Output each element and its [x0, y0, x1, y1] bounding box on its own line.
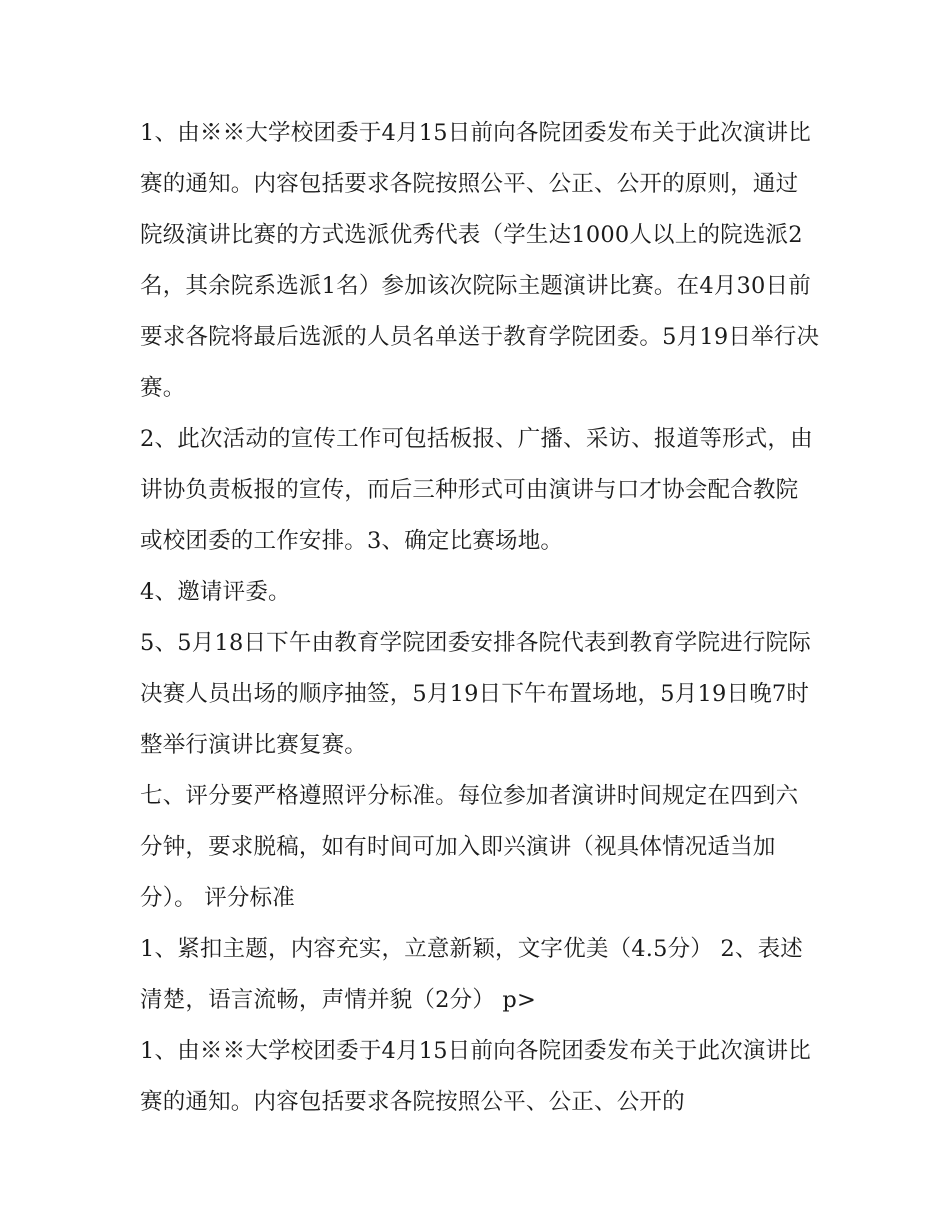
- document-body: [140, 108, 820, 1128]
- paragraph-4: 5、5月18日下午由教育学院团委安排各院代表到教育学院进行院际决赛人员出场的顺序抽签，5月19日下午布置场地，5月19日晚7时整举行演讲比赛复赛。: [140, 630, 811, 758]
- paragraph-6: 1、紧扣主题，内容充实，立意新颖，文字优美（4.5分） 2、表述清楚，语言流畅，声情并貌（2分） p>: [140, 936, 803, 1013]
- paragraph-7: 1、由※※大学校团委于4月15日前向各院团委发布关于此次演讲比赛的通知。内容包括要求各院按照公平、公正、公开的: [140, 1038, 811, 1115]
- paragraph-5: 七、评分要严格遵照评分标准。每位参加者演讲时间规定在四到六分钟，要求脱稿，如有时间可加入即兴演讲（视具体情况适当加分）。 评分标准: [140, 783, 799, 911]
- paragraph-3: 4、邀请评委。: [140, 579, 291, 605]
- paragraph-2: 2、此次活动的宣传工作可包括板报、广播、采访、报道等形式，由讲协负责板报的宣传，而后三种形式可由演讲与口才协会配合教院或校团委的工作安排。3、确定比赛场地。: [140, 426, 813, 554]
- paragraph-1: 1、由※※大学校团委于4月15日前向各院团委发布关于此次演讲比赛的通知。内容包括要求各院按照公平、公正、公开的原则，通过院级演讲比赛的方式选派优秀代表（学生达1000人以上的院选派2名，其余院系选派1名）参加该次院际主题演讲比赛。在4月30日前要求各院将最后选派的人员名单送于教育学院团委。5月19日举行决赛。: [140, 120, 820, 401]
